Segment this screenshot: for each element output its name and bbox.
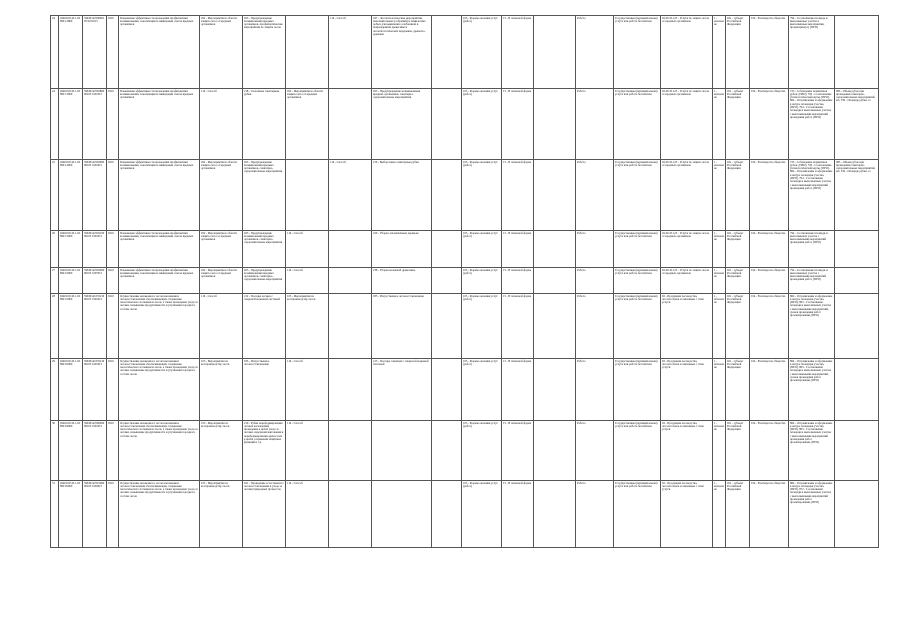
table-cell-c21: 725 - Соблюдение нормативов рубок, [ПРО], 793 - Соотношение (технологической карты, [ПРО], 864 - Отграничение и оформление в натуре площадки участка, [ПРО], 794 - Соотношение площади и выполненных участка с выполненными мероприятий проведения работ, [ПРО] — [789, 89, 835, 160]
table-cell-c22 — [835, 16, 879, 89]
table-cell-kbk: 0210 — [107, 268, 119, 294]
table-row — [51, 294, 879, 359]
table-cell-c19: 021 - субъект Российской Федерации — [726, 481, 750, 548]
table-cell-c22 — [835, 231, 879, 268]
table-cell-kbk: 0210 — [107, 421, 119, 481]
table-cell-c7: 023 - Предупреждение возникновения вредных организмов, санитарно-оздоровительные мероприятия — [243, 268, 286, 294]
table-cell-c16: Государственная (муниципальная) услуга или работа бесплатная — [614, 231, 661, 268]
table-cell-c14 — [534, 16, 576, 89]
table-cell-c10: 238 - Уборка валежной древесины — [372, 268, 432, 294]
table-cell-c15: Работа — [576, 231, 614, 268]
table-cell-c15: Работа — [576, 160, 614, 231]
table-cell-c20: 014 - В интересах общества — [750, 268, 789, 294]
table-cell-c18: 1 - автономно — [713, 89, 726, 160]
table-cell-reg: 024010.Р.45.1.02890 15000 — [59, 231, 83, 268]
table-row — [51, 421, 879, 481]
table-cell-c14 — [534, 160, 576, 231]
table-cell-c10: 219 - Выборочные санитарные рубки — [372, 160, 432, 231]
table-cell-code: 5963014250260000105 0107015 — [83, 268, 107, 294]
table-cell-code: 5963014250210000105 0101015 — [83, 231, 107, 268]
table-cell-name: Повышение эффективности проведения профилактики возникновения, локализации и ликвидации очагов вредных организмов — [119, 16, 200, 89]
table-cell-c9 — [329, 268, 372, 294]
table-cell-c15: Работа — [576, 294, 614, 359]
table-cell-c22 — [835, 294, 879, 359]
table-cell-name: Повышение эффективности проведения профилактики возникновения, локализации и ликвидации очагов вредных организмов — [119, 89, 200, 160]
table-cell-c21: 725 - Соблюдение нормативов рубок, [ПРО], 793 - Соотношение (технологической карты, [ПРО], 864 - Отграничение и оформление в натуре площадки участка, [ПРО], 794 - Соотношение площади и выполненных участка с выполненными мероприятий проведения работ, [ПРО] — [789, 160, 835, 231]
table-cell-c6: 013 - Мероприятия по воспроизводству лесов — [200, 481, 243, 548]
table-cell-c18: 1 - автономно — [713, 481, 726, 548]
table-cell-c10: 247 - Лесопатологические мероприятия, наполнительных (собраний) и химических добыч для выявления ослабленной и поврежденной древесины и лесопатологических перерывов, древесно-деревьев — [372, 16, 432, 89]
table-cell-reg: 024010.Р.45.1.02890 14000 — [59, 160, 83, 231]
table-cell-c14 — [534, 89, 576, 160]
table-cell-c19: 021 - субъект Российской Федерации — [726, 231, 750, 268]
table-cell-c8: 116 - Способ — [286, 268, 329, 294]
table-cell-c14 — [534, 421, 576, 481]
table-cell-c20: 014 - В интересах общества — [750, 294, 789, 359]
table-cell-c19: 021 - субъект Российской Федерации — [726, 421, 750, 481]
table-cell-c11 — [432, 421, 462, 481]
table-cell-c6: 013 - Мероприятия по воспроизводству лесов — [200, 359, 243, 421]
table-cell-c19: 021 - субъект Российской Федерации — [726, 160, 750, 231]
table-cell-c13: 15 - В плановой форме — [502, 359, 534, 421]
table-cell-c21: 864 - Отграничение и оформление в натуре площадки участка, [ПРО], 863 - Соотношение площади и выполненных участка с выполненными мероприятий, сроков проведения работ проектирования, [ПРО] — [789, 294, 835, 359]
table-cell-c12: 105 - Формы оказания услуг (работ) — [462, 231, 502, 268]
table-cell-code: 5963014250280000105 0101015 — [83, 89, 107, 160]
table-cell-c14 — [534, 231, 576, 268]
table-cell-c8: 116 - Способ — [286, 421, 329, 481]
table-cell-c19: 021 - субъект Российской Федерации — [726, 294, 750, 359]
table-cell-c21: 794 - Соотношение площадь и выполненные участка в выполненные мероприятия, процент(кварт). [ПРО] — [789, 16, 835, 89]
table-cell-c11 — [432, 481, 462, 548]
table-cell-c16: Государственная (муниципальная) услуга или работа бесплатная — [614, 294, 661, 359]
table-cell-c10: 213 - Посадка саженцев с закрытой корневой системой — [372, 359, 432, 421]
table-cell-c8: 116 - Способ — [286, 481, 329, 548]
table-cell-c12: 105 - Формы оказания услуг (работ) — [462, 160, 502, 231]
table-cell-name: Осуществление незаконного лесопользования и лесовосстановления обеспечивающих сохранение экологического потенциала лесов, а также проведение ухода за лесами, повышение продуктивности и улучшения породного состава лесов — [119, 481, 200, 548]
table-cell-c22 — [835, 481, 879, 548]
table-cell-c9 — [329, 89, 372, 160]
table-cell-c16: Государственная (муниципальная) услуга или работа бесплатная — [614, 359, 661, 421]
table-cell-c21: 864 - Отграничение и оформление в натуре площадки участка, [ПРО], 863 - Соотношение площади и выполненных участка с выполненными мероприятий, сроков проведения работ проектирования, [ПРО] — [789, 359, 835, 421]
table-cell-c16: Государственная (муниципальная) услуга или работа бесплатная — [614, 89, 661, 160]
table-cell-reg: 024010.Р.45.1.02890 12800 — [59, 16, 83, 89]
table-cell-c17: 02.40.10.123 - Услуги по защите лесов от вредных организмов — [661, 231, 713, 268]
table-cell-c17: 02 - Продукция лесоводства, лесозаготовок и связанные с этим услуги — [661, 481, 713, 548]
table-cell-c16: Государственная (муниципальная) услуга или работа бесплатная — [614, 481, 661, 548]
table-cell-c18: 1 - автономно — [713, 160, 726, 231]
table-cell-c13: 15 - В плановой форме — [502, 160, 534, 231]
table-cell-c21: 864 - Отграничение и оформление в натуре площадки участка, [ПРО], 863 - Соотношение площади и выполненных участка с выполненными мероприятий проведения работ проектирования, [ПРО] — [789, 421, 835, 481]
table-cell-c14 — [534, 268, 576, 294]
table-cell-c13: 15 - В плановой форме — [502, 421, 534, 481]
table-cell-c12: 105 - Формы оказания услуг (работ) — [462, 359, 502, 421]
table-cell-c22: 085 - Объем рубок при проведении санитарно-оздоровительных мероприятий, м3, 539 - Площадь рубки, га — [835, 160, 879, 231]
table-cell-reg: 024010.Р.45.1.02890 01000 — [59, 294, 83, 359]
table-cell-kbk: 0210 — [107, 481, 119, 548]
table-cell-c15: Работа — [576, 481, 614, 548]
table-cell-num: 24 — [51, 89, 59, 160]
table-cell-c12: 105 - Формы оказания услуг (работ) — [462, 421, 502, 481]
table-cell-c15: Работа — [576, 359, 614, 421]
table-cell-c17: 02.40.10.123 - Услуги по защите лесов от вредных организмов — [661, 89, 713, 160]
table-cell-c11 — [432, 160, 462, 231]
table-row — [51, 231, 879, 268]
table-cell-c13: 15 - В плановой форме — [502, 89, 534, 160]
table-cell-c14 — [534, 481, 576, 548]
table-cell-c20: 014 - В интересах общества — [750, 89, 789, 160]
table-cell-c14 — [534, 294, 576, 359]
table-cell-c10 — [372, 481, 432, 548]
table-cell-c17: 02.40.10.123 - Услуги по защите лесов от вредных организмов — [661, 268, 713, 294]
table-cell-code: 5963014250000105 0101015 — [83, 16, 107, 89]
table-cell-name: Повышение эффективности проведения профилактики возникновения, локализации и ликвидации очагов вредных организмов — [119, 268, 200, 294]
table-cell-c6: 022 - Мероприятия в области защиты леса от вредных организмов — [200, 231, 243, 268]
table-cell-c16: Государственная (муниципальная) услуга или работа бесплатная — [614, 421, 661, 481]
table-cell-c11 — [432, 89, 462, 160]
table-cell-c9 — [329, 359, 372, 421]
table-cell-c18: 1 - автономно — [713, 359, 726, 421]
table-cell-code: 5963014250290000105 0101015 — [83, 160, 107, 231]
table-cell-name: Повышение эффективности проведения профилактики возникновения, локализации и ликвидации очагов вредных организмов — [119, 160, 200, 231]
table-cell-c18: 1 - автономно — [713, 231, 726, 268]
table-cell-c15: Работа — [576, 89, 614, 160]
table-cell-num: 30 — [51, 421, 59, 481]
table-cell-c7: 023 - Предупреждение возникновения вредных организмов, санитарно-оздоровительные мероприятия — [243, 231, 286, 268]
table-cell-c9: 116 - Способ — [329, 16, 372, 89]
table-cell-c17: 02.40.10.123 - Услуги по защите лесов от вредных организмов — [661, 16, 713, 89]
table-cell-c21: 794 - Соотношение площади и выполненных участка с выполненными мероприятий проведения работ, [ПРО] — [789, 268, 835, 294]
table-cell-c18: 1 - автономно — [713, 268, 726, 294]
table-cell-c13: 15 - В плановой форме — [502, 294, 534, 359]
table-cell-num: 28 — [51, 294, 59, 359]
table-cell-c7: 212 - Посадка лесных с открытой корневой системой — [243, 294, 286, 359]
table-cell-c7: 023 - Предупреждение возникновения вредных организмов, санитарно-оздоровительные мероприятия — [243, 160, 286, 231]
table-cell-c19: 021 - субъект Российской Федерации — [726, 89, 750, 160]
table-cell-kbk: 0210 — [107, 294, 119, 359]
table-cell-c20: 014 - В интересах общества — [750, 16, 789, 89]
table-cell-c9 — [329, 294, 372, 359]
table-cell-c13: 15 - В плановой форме — [502, 16, 534, 89]
table-cell-c15: Работа — [576, 421, 614, 481]
table-cell-num: 25 — [51, 160, 59, 231]
table-cell-num: 26 — [51, 231, 59, 268]
table-cell-reg: 024010.Р.45.1.02890 16000 — [59, 268, 83, 294]
table-cell-c9 — [329, 231, 372, 268]
table-cell-c12: 105 - Формы оказания услуг (работ) — [462, 481, 502, 548]
table-cell-c6: 116 - Способ — [200, 89, 243, 160]
table-row — [51, 160, 879, 231]
table-cell-c17: 02.40.10.123 - Услуги по защите лесов от вредных организмов — [661, 160, 713, 231]
table-cell-c13: 15 - В плановой форме — [502, 268, 534, 294]
table-cell-c22: 085 - Объем рубок при проведении санитарно-оздоровительных мероприятий, м3, 539 - Площадь рубки, га — [835, 89, 879, 160]
table-cell-name: Осуществление незаконного лесопользования и лесовосстановления обеспечивающих сохранение экологического потенциала лесов, а также проведение ухода за лесами, повышение продуктивности и улучшения породного состава лесов — [119, 421, 200, 481]
table-cell-name: Повышение эффективности проведения профилактики возникновения, локализации и ликвидации очагов вредных организмов — [119, 231, 200, 268]
registry-table — [50, 15, 879, 548]
table-cell-c19: 021 - субъект Российской Федерации — [726, 16, 750, 89]
table-cell-code: 5963014103521000105 0101015 — [83, 294, 107, 359]
table-cell-c6: 022 - Мероприятия в области защиты леса от вредных организмов — [200, 268, 243, 294]
table-cell-num: 29 — [51, 359, 59, 421]
table-cell-c18: 1 - автономно — [713, 294, 726, 359]
table-cell-c17: 02 - Продукция лесоводства, лесозаготовок и связанные с этим услуги — [661, 294, 713, 359]
table-cell-reg: 024010.Р.45.1.02890 04000 — [59, 421, 83, 481]
table-cell-c8 — [286, 160, 329, 231]
table-cell-code: 5963014103521000105 0101015 — [83, 359, 107, 421]
table-cell-c8: 116 - Способ — [286, 231, 329, 268]
table-cell-c21: 864 - Отграничение и оформление в натуре площадки участка, [ПРО], 872 - Соотношение площади и выполненных участка с выполненными мероприятий проведения работ проектирования, [ПРО] — [789, 481, 835, 548]
table-cell-c17: 02 - Продукция лесоводства, лесозаготовок и связанные с этим услуги — [661, 359, 713, 421]
table-cell-c18: 1 - автономно — [713, 16, 726, 89]
table-cell-c20: 014 - В интересах общества — [750, 160, 789, 231]
table-cell-c6: 022 - Мероприятия в области защиты леса от вредных организмов — [200, 16, 243, 89]
table-cell-c7: 218 - Сплошные санитарные рубки — [243, 89, 286, 160]
table-cell-c11 — [432, 231, 462, 268]
table-cell-c9 — [329, 481, 372, 548]
table-cell-c12: 105 - Формы оказания услуг (работ) — [462, 89, 502, 160]
table-cell-code: 5963014250100000105 0102015 — [83, 481, 107, 548]
table-cell-kbk: 0210 — [107, 89, 119, 160]
table-cell-c16: Государственная (муниципальная) услуга или работа бесплатная — [614, 160, 661, 231]
table-cell-c22 — [835, 268, 879, 294]
table-cell-c12: 105 - Формы оказания услуг (работ) — [462, 294, 502, 359]
table-cell-c10 — [372, 421, 432, 481]
table-cell-c7: 021 - Проведение естественного лесовосстановления и ухода за лесами природных процессов — [243, 481, 286, 548]
table-cell-c10: 023 - Предупреждение возникновения вредных организмов, санитарно-оздоровительные мероприятия — [372, 89, 432, 160]
table-cell-c17: 02 - Продукция лесоводства, лесозаготовок и связанные с этим услуги — [661, 421, 713, 481]
table-cell-num: 24 — [51, 16, 59, 89]
table-cell-c22 — [835, 421, 879, 481]
table-cell-kbk: 0210 — [107, 359, 119, 421]
table-cell-c15: Работа — [576, 268, 614, 294]
table-cell-num: 31 — [51, 481, 59, 548]
table-cell-c18: 1 - автономно — [713, 421, 726, 481]
table-cell-c11 — [432, 294, 462, 359]
table-cell-c16: Государственная (муниципальная) услуга или работа бесплатная — [614, 16, 661, 89]
table-cell-c7: 023 - Предупреждение возникновения вредных организмов, профилактические мероприятия по защите лесов — [243, 16, 286, 89]
table-cell-c6: 116 - Способ — [200, 294, 243, 359]
table-cell-c11 — [432, 268, 462, 294]
table-cell-c13: 15 - В плановой форме — [502, 481, 534, 548]
table-cell-c12: 105 - Формы оказания услуг (работ) — [462, 268, 502, 294]
table-cell-c10: 035 - Искусственное лесовосстановление — [372, 294, 432, 359]
table-cell-code: 5963014250040000105 0101015 — [83, 421, 107, 481]
table-cell-c8: 013 - Мероприятия по воспроизводству лесов — [286, 294, 329, 359]
table-cell-c20: 014 - В интересах общества — [750, 481, 789, 548]
table-cell-c9 — [329, 421, 372, 481]
table-cell-kbk: 0210 — [107, 231, 119, 268]
table-cell-c19: 021 - субъект Российской Федерации — [726, 268, 750, 294]
table-cell-c7: 035 - Искусственное лесовосстановление — [243, 359, 286, 421]
table-cell-c12: 105 - Формы оказания услуг (работ) — [462, 16, 502, 89]
table-cell-c16: Государственная (муниципальная) услуга или работа бесплатная — [614, 268, 661, 294]
table-cell-name: Осуществление незаконного лесопользования и лесовосстановления обеспечивающих сохранение экологического потенциала лесов, а также проведение ухода за лесами, повышение продуктивности и улучшения породного состава лесов — [119, 359, 200, 421]
table-cell-c13: 15 - В плановой форме — [502, 231, 534, 268]
registry-table-body — [51, 16, 879, 548]
table-cell-c19: 021 - субъект Российской Федерации — [726, 359, 750, 421]
table-cell-c20: 014 - В интересах общества — [750, 231, 789, 268]
table-cell-reg: 024010.Р.45.1.02890 05000 — [59, 481, 83, 548]
table-cell-c7: 210 - Рубки переформирования лесных насаждений, проведение в целях ухода за лесами, переукомплектования и переформирования древостоев в целях сохранения защитных функций и т.д. — [243, 421, 286, 481]
table-cell-c14 — [534, 359, 576, 421]
table-row — [51, 16, 879, 89]
table-cell-c20: 014 - В интересах общества — [750, 359, 789, 421]
table-cell-c8 — [286, 16, 329, 89]
table-cell-c11 — [432, 16, 462, 89]
table-cell-kbk: 0210 — [107, 160, 119, 231]
table-cell-c6: 013 - Мероприятия по воспроизводству лесов — [200, 421, 243, 481]
table-cell-name: Осуществление незаконного лесопользования и лесовосстановления обеспечивающих сохранение экологического потенциала лесов, а также проведение ухода за лесами, повышение продуктивности и улучшения породного состава лесов — [119, 294, 200, 359]
table-cell-reg: 024010.Р.45.1.02890 13000 — [59, 89, 83, 160]
table-cell-c20: 014 - В интересах общества — [750, 421, 789, 481]
table-row — [51, 481, 879, 548]
table-row — [51, 359, 879, 421]
table-row — [51, 89, 879, 160]
table-cell-reg: 024010.Р.45.1.02890 02000 — [59, 359, 83, 421]
table-cell-c21: 794 - Соотношение площади и выполненных участка с выполненными мероприятий проведения работ, [ПРО] — [789, 231, 835, 268]
table-cell-c22 — [835, 359, 879, 421]
table-cell-c9: 116 - Способ — [329, 160, 372, 231]
table-row — [51, 268, 879, 294]
table-cell-c8: 116 - Способ — [286, 359, 329, 421]
table-cell-c11 — [432, 359, 462, 421]
table-cell-c15: Работа — [576, 16, 614, 89]
table-cell-num: 27 — [51, 268, 59, 294]
table-cell-c6: 022 - Мероприятия в области защиты леса от вредных организмов — [200, 160, 243, 231]
table-cell-kbk: 0210 — [107, 16, 119, 89]
table-cell-c10: 220 - Уборка захламленных деревьев — [372, 231, 432, 268]
table-cell-c8: 022 - Мероприятия в области защиты леса от вредных организмов — [286, 89, 329, 160]
